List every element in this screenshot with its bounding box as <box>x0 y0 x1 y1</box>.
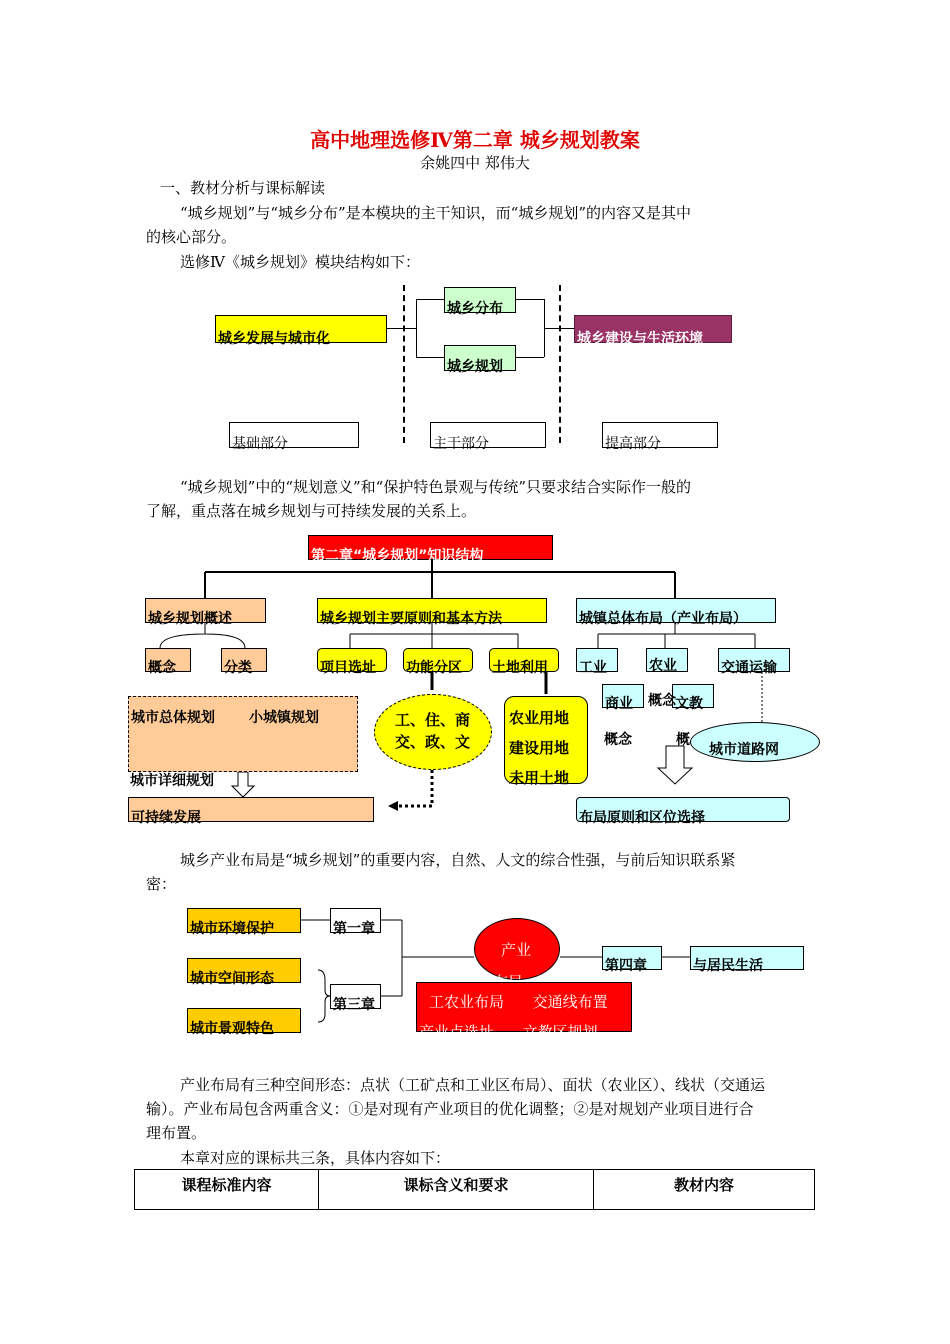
box-construction-environment: 城乡建设与生活环境 <box>574 315 732 343</box>
box-culture: 文教 <box>672 684 714 708</box>
label-advanced-part: 提高部分 <box>602 422 718 448</box>
box-plan-types: 城市总体规划 小城镇规划 <box>128 696 358 772</box>
paragraph-line: 理布置。 <box>146 1124 207 1142</box>
box-environment-protection: 城市环境保护 <box>187 908 301 933</box>
paragraph-line: 输）。产业布局包含两重含义：①是对现有产业项目的优化调整；②是对规划产业项目进行合 <box>146 1100 754 1118</box>
paragraph-line: 的核心部分。 <box>146 228 237 246</box>
circle-industry-layout: 产业 <box>474 918 560 980</box>
ellipse-road-network: 城市道路网 <box>690 722 820 762</box>
box-chapter-one: 第一章 <box>330 908 381 933</box>
paragraph-line: 产业布局有三种空间形态：点状（工矿点和工业区布局）、面状（农业区）、线状（交通运 <box>180 1076 766 1094</box>
paragraph-line: 了解，重点落在城乡规划与可持续发展的关系上。 <box>146 502 477 520</box>
box-function-zone: 功能分区 <box>403 648 473 672</box>
page-title: 高中地理选修Ⅳ第二章 城乡规划教案 <box>310 128 640 152</box>
paragraph-line: 城乡产业布局是“城乡规划”的重要内容，自然、人文的综合性强，与前后知识联系紧 <box>180 851 736 869</box>
table-header-cell: 课标含义和要求 <box>319 1170 594 1210</box>
paragraph-line: “城乡规划”与“城乡分布”是本模块的主干知识，而“城乡规划”的内容又是其中 <box>180 204 692 222</box>
paragraph-line: 密： <box>146 875 177 893</box>
label-base-part: 基础部分 <box>229 422 359 448</box>
box-location-principles: 布局原则和区位选择 <box>576 797 790 822</box>
box-urban-development: 城乡发展与城市化 <box>215 315 387 343</box>
label-concept: 概 <box>676 732 690 748</box>
table-header-cell: 课程标准内容 <box>135 1170 319 1210</box>
author-line: 余姚四中 郑伟大 <box>420 154 530 172</box>
box-chapter-head: 第二章“城乡规划”知识结构 <box>308 535 553 560</box>
table-header-row <box>135 1170 815 1210</box>
box-planning: 城乡规划 <box>444 345 516 371</box>
box-sustainable: 可持续发展 <box>128 797 374 822</box>
box-landscape: 城市景观特色 <box>187 1008 301 1033</box>
box-chapter-four: 第四章 <box>602 946 662 970</box>
curriculum-table <box>134 1169 815 1210</box>
box-resident-life: 与居民生活 <box>690 946 804 970</box>
ellipse-land-categories: 工、住、商 交、政、文 <box>374 694 492 770</box>
box-overview: 城乡规划概述 <box>145 598 266 623</box>
box-concept: 概念 <box>145 648 191 672</box>
paragraph-line: 本章对应的课标共三条，具体内容如下： <box>180 1149 451 1167</box>
box-distribution: 城乡分布 <box>444 287 516 313</box>
paragraph-line: 选修Ⅳ《城乡规划》模块结构如下： <box>180 253 420 271</box>
box-site-selection: 项目选址 <box>317 648 387 672</box>
box-transport: 交通运输 <box>718 648 790 672</box>
box-spatial-form: 城市空间形态 <box>187 958 301 983</box>
table-header-cell: 教材内容 <box>594 1170 815 1210</box>
box-principles: 城乡规划主要原则和基本方法 <box>317 598 547 623</box>
box-industry-items: 工农业布局 交通线布置 产业点选址 文教区规划 <box>416 982 632 1032</box>
section-heading: 一、教材分析与课标解读 <box>160 179 326 197</box>
box-classify: 分类 <box>221 648 267 672</box>
box-chapter-three: 第三章 <box>330 984 381 1009</box>
box-land-types: 农业用地 建设用地 未用土地 <box>504 696 588 784</box>
box-industry: 工业 <box>576 648 618 672</box>
label-concept: 概念 <box>604 732 632 748</box>
label-main-part: 主干部分 <box>430 422 546 448</box>
label-concept: 概念 <box>648 693 676 709</box>
box-commerce: 商业 <box>602 684 644 708</box>
label-detailed-plan: 城市详细规划 <box>130 773 214 789</box>
box-agriculture: 农业 <box>646 648 688 672</box>
box-land-use: 土地利用 <box>489 648 559 672</box>
box-layout: 城镇总体布局（产业布局） <box>576 598 776 623</box>
paragraph-line: “城乡规划”中的“规划意义”和“保护特色景观与传统”只要求结合实际作一般的 <box>180 478 692 496</box>
